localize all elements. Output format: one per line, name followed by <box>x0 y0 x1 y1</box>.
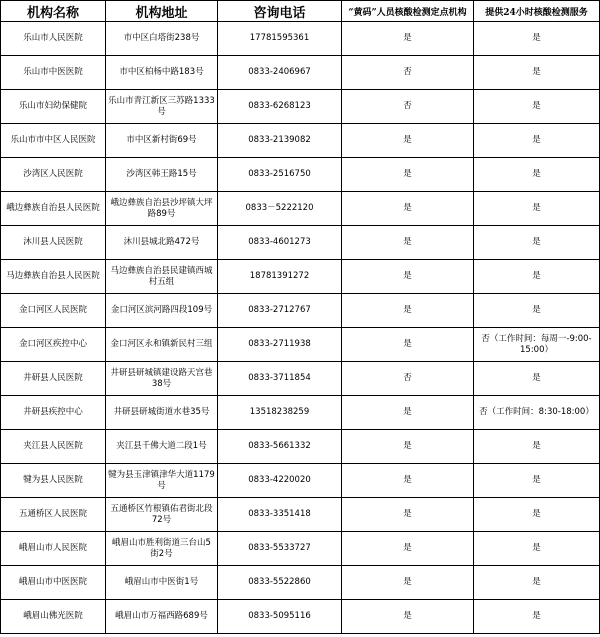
service-24h-flag: 是 <box>474 294 600 328</box>
phone-number: 18781391272 <box>218 260 342 294</box>
phone-number: 0833-5522860 <box>218 566 342 600</box>
institution-address: 峨边彝族自治县沙坪镇大坪路89号 <box>106 192 218 226</box>
service-24h-flag: 是 <box>474 226 600 260</box>
service-24h-flag: 是 <box>474 498 600 532</box>
institution-address: 夹江县千佛大道二段1号 <box>106 430 218 464</box>
service-24h-flag: 是 <box>474 600 600 634</box>
institution-name: 沐川县人民医院 <box>1 226 106 260</box>
yellow-code-flag: 是 <box>342 430 474 464</box>
table-row <box>1 294 600 328</box>
phone-number: 0833－5222120 <box>218 192 342 226</box>
institution-address: 沙湾区韩王路15号 <box>106 158 218 192</box>
phone-number: 0833-2711938 <box>218 328 342 362</box>
phone-number: 0833-4601273 <box>218 226 342 260</box>
institution-address: 金口河区永和镇新民村三组 <box>106 328 218 362</box>
table-row <box>1 124 600 158</box>
yellow-code-flag: 是 <box>342 464 474 498</box>
institution-address: 市中区白塔街238号 <box>106 22 218 56</box>
institution-address: 金口河区滨河路四段109号 <box>106 294 218 328</box>
phone-number: 0833-6268123 <box>218 90 342 124</box>
yellow-code-flag: 否 <box>342 56 474 90</box>
service-24h-flag: 是 <box>474 158 600 192</box>
service-24h-flag: 否（工作时间：8:30-18:00） <box>474 396 600 430</box>
service-24h-flag: 是 <box>474 464 600 498</box>
service-24h-flag: 是 <box>474 90 600 124</box>
yellow-code-flag: 是 <box>342 294 474 328</box>
institution-name: 马边彝族自治县人民医院 <box>1 260 106 294</box>
table-row <box>1 362 600 396</box>
service-24h-flag: 是 <box>474 430 600 464</box>
institution-name: 乐山市中医医院 <box>1 56 106 90</box>
yellow-code-flag: 是 <box>342 124 474 158</box>
service-24h-flag: 是 <box>474 22 600 56</box>
institution-address: 沐川县城北路472号 <box>106 226 218 260</box>
table-row <box>1 56 600 90</box>
service-24h-flag: 是 <box>474 124 600 158</box>
table-row <box>1 464 600 498</box>
phone-number: 0833-2712767 <box>218 294 342 328</box>
yellow-code-flag: 是 <box>342 600 474 634</box>
yellow-code-flag: 是 <box>342 566 474 600</box>
institution-address: 市中区新村街69号 <box>106 124 218 158</box>
yellow-code-flag: 是 <box>342 396 474 430</box>
yellow-code-flag: 是 <box>342 158 474 192</box>
phone-number: 0833-5661332 <box>218 430 342 464</box>
institution-name: 峨眉山佛光医院 <box>1 600 106 634</box>
phone-number: 0833-4220020 <box>218 464 342 498</box>
institution-address: 峨眉山市中医街1号 <box>106 566 218 600</box>
institution-name: 峨边彝族自治县人民医院 <box>1 192 106 226</box>
institution-name: 五通桥区人民医院 <box>1 498 106 532</box>
service-24h-flag: 是 <box>474 260 600 294</box>
yellow-code-flag: 是 <box>342 22 474 56</box>
header-name: 机构名称 <box>1 1 106 22</box>
phone-number: 17781595361 <box>218 22 342 56</box>
yellow-code-flag: 是 <box>342 328 474 362</box>
yellow-code-flag: 是 <box>342 498 474 532</box>
phone-number: 13518238259 <box>218 396 342 430</box>
table-row <box>1 22 600 56</box>
yellow-code-flag: 否 <box>342 90 474 124</box>
institution-address: 乐山市青江新区三苏路1333号 <box>106 90 218 124</box>
table-row <box>1 90 600 124</box>
table-row <box>1 430 600 464</box>
institution-name: 乐山市妇幼保健院 <box>1 90 106 124</box>
institution-address: 峨眉山市胜利街道三台山5街2号 <box>106 532 218 566</box>
table-row <box>1 600 600 634</box>
institution-name: 井研县疾控中心 <box>1 396 106 430</box>
table-row <box>1 532 600 566</box>
table-row <box>1 158 600 192</box>
yellow-code-flag: 否 <box>342 362 474 396</box>
table-row <box>1 260 600 294</box>
institution-name: 犍为县人民医院 <box>1 464 106 498</box>
yellow-code-flag: 是 <box>342 192 474 226</box>
phone-number: 0833-3711854 <box>218 362 342 396</box>
table-row <box>1 192 600 226</box>
phone-number: 0833-3351418 <box>218 498 342 532</box>
phone-number: 0833-2406967 <box>218 56 342 90</box>
service-24h-flag: 否（工作时间：每周一-9:00-15:00） <box>474 328 600 362</box>
institution-address: 犍为县玉津镇津华大道1179号 <box>106 464 218 498</box>
service-24h-flag: 是 <box>474 56 600 90</box>
service-24h-flag: 是 <box>474 532 600 566</box>
header-address: 机构地址 <box>106 1 218 22</box>
table-row <box>1 396 600 430</box>
institution-address: 马边彝族自治县民建镇西城村五组 <box>106 260 218 294</box>
institution-name: 金口河区疾控中心 <box>1 328 106 362</box>
service-24h-flag: 是 <box>474 362 600 396</box>
institution-address: 五通桥区竹根镇佑君街北段72号 <box>106 498 218 532</box>
institution-name: 金口河区人民医院 <box>1 294 106 328</box>
yellow-code-flag: 是 <box>342 532 474 566</box>
header-phone: 咨询电话 <box>218 1 342 22</box>
phone-number: 0833-5095116 <box>218 600 342 634</box>
table-row <box>1 226 600 260</box>
institution-name: 井研县人民医院 <box>1 362 106 396</box>
table-row <box>1 498 600 532</box>
institution-name: 夹江县人民医院 <box>1 430 106 464</box>
phone-number: 0833-2139082 <box>218 124 342 158</box>
header-row <box>1 1 600 22</box>
phone-number: 0833-2516750 <box>218 158 342 192</box>
yellow-code-flag: 是 <box>342 226 474 260</box>
institution-address: 峨眉山市万福西路689号 <box>106 600 218 634</box>
institution-address: 井研县研城镇建设路天宫巷38号 <box>106 362 218 396</box>
institution-name: 沙湾区人民医院 <box>1 158 106 192</box>
institution-name: 乐山市人民医院 <box>1 22 106 56</box>
table-row <box>1 566 600 600</box>
table-row <box>1 328 600 362</box>
institution-address: 井研县研城街道水巷35号 <box>106 396 218 430</box>
header-24h-service: 提供24小时核酸检测服务 <box>474 1 600 22</box>
service-24h-flag: 是 <box>474 192 600 226</box>
header-yellow-code: “黄码”人员核酸检测定点机构 <box>342 1 474 22</box>
phone-number: 0833-5533727 <box>218 532 342 566</box>
yellow-code-flag: 是 <box>342 260 474 294</box>
institution-address: 市中区柏杨中路183号 <box>106 56 218 90</box>
institution-name: 峨眉山市中医医院 <box>1 566 106 600</box>
service-24h-flag: 是 <box>474 566 600 600</box>
institution-name: 乐山市市中区人民医院 <box>1 124 106 158</box>
institution-name: 峨眉山市人民医院 <box>1 532 106 566</box>
